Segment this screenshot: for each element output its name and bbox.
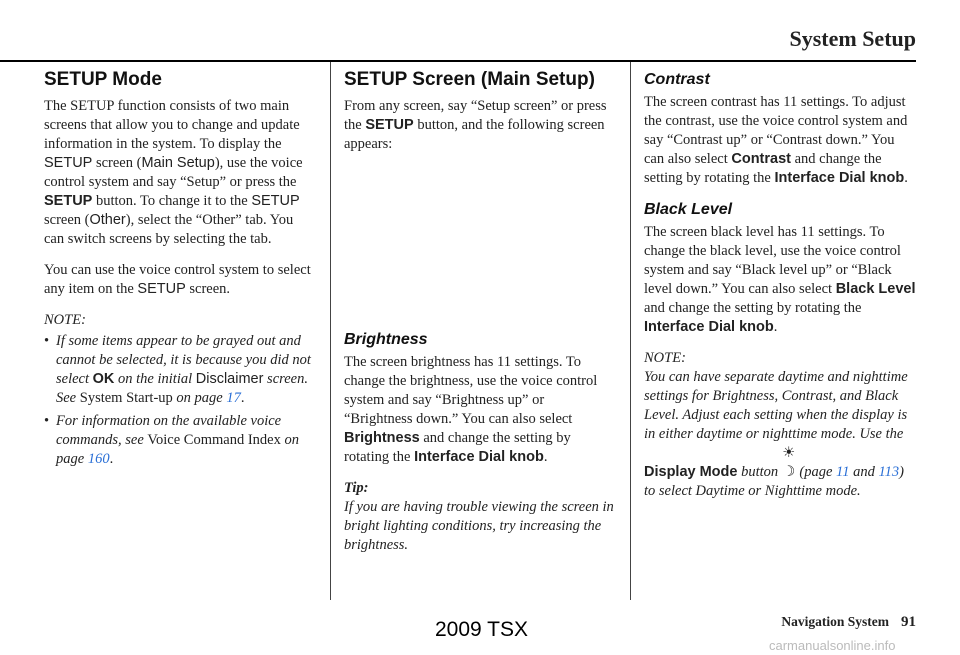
text: The screen black level has 11 settings. To change the black level, use the voice control system and say “Black level up” or “Black level down.” You can also select [644, 224, 901, 297]
note-label: NOTE: [644, 350, 686, 366]
column-contrast [644, 70, 916, 513]
text: . [773, 319, 778, 335]
footer [781, 614, 916, 631]
keyword-setup-button: SETUP [365, 117, 414, 133]
contrast-heading: Contrast [644, 71, 710, 88]
keyword-interface-dial-knob: Interface Dial knob [774, 170, 905, 186]
text: and change the setting by rotating the [644, 300, 862, 316]
keyword-brightness: Brightness [344, 430, 420, 446]
text: on page [56, 432, 299, 467]
text: on page [172, 390, 227, 406]
text: (page [795, 464, 837, 480]
text: and change the setting by rotating the [344, 430, 571, 465]
keyword-contrast: Contrast [731, 151, 791, 167]
text: From any screen, say “Setup screen” or press the [344, 98, 607, 133]
text: button. To change it to the [92, 193, 252, 209]
page-link-17[interactable]: 17 [226, 390, 241, 406]
text: The screen contrast has 11 settings. To adjust the contrast, use the voice control system and say “Contrast up” or “Contrast down.” You can also select [644, 94, 908, 167]
header-rule [0, 60, 916, 62]
text: . [904, 170, 908, 186]
setup-mode-paragraph [44, 97, 314, 249]
black-level-heading: Black Level [644, 201, 733, 218]
keyword-setup: SETUP [251, 193, 300, 209]
keyword-setup: SETUP [44, 155, 93, 171]
text: ) to select Daytime or Nighttime mode. [644, 464, 905, 499]
text: . [240, 390, 245, 406]
text: . [543, 449, 548, 465]
note-item-voice-commands [44, 412, 314, 469]
column-divider-1 [330, 62, 331, 600]
setup-mode-heading: SETUP Mode [44, 69, 162, 90]
keyword-disclaimer: Disclaimer [195, 371, 264, 387]
note-item-grayed-out [44, 332, 314, 408]
reference-voice-command-index: Voice Command Index [147, 432, 281, 448]
tip-label: Tip: [344, 480, 369, 496]
note-label: NOTE: [44, 312, 86, 328]
text: and change the setting by rotating the [644, 151, 882, 186]
tip-text: If you are having trouble viewing the screen in bright lighting conditions, try increasing the brightness. [344, 499, 614, 553]
keyword-main-setup: Main Setup [141, 155, 215, 171]
text: screen. See [56, 371, 308, 406]
text: The screen brightness has 11 settings. To change the brightness, use the voice control system and say “Brightness up” or “Brightness down.” You can also select [344, 354, 598, 427]
text: and [849, 464, 879, 480]
setup-screen-paragraph [344, 97, 616, 154]
page-link-113[interactable]: 113 [878, 464, 900, 480]
page-link-160[interactable]: 160 [87, 451, 110, 467]
text: . [109, 451, 114, 467]
note-list [44, 332, 314, 469]
text: button, and the following screen appears: [344, 117, 605, 152]
keyword-other: Other [89, 212, 126, 228]
keyword-interface-dial-knob: Interface Dial knob [414, 449, 544, 465]
text: ), use the voice control system and say “Setup” or press the [44, 155, 303, 190]
page-link-11[interactable]: 11 [836, 464, 850, 480]
day-night-icon: ☀ ☽ [782, 445, 796, 480]
contrast-paragraph [644, 93, 916, 188]
page-section-title: System Setup [789, 26, 916, 51]
text: ), select the “Other” tab. You can switch screens by selecting the tab. [44, 212, 294, 247]
brightness-paragraph [344, 353, 616, 467]
page-number: 91 [901, 614, 916, 630]
keyword-setup-button: SETUP [44, 193, 93, 209]
display-mode-note [644, 368, 916, 501]
site-watermark: carmanualsonline.info [769, 638, 896, 653]
text: screen ( [44, 212, 90, 228]
text: For information on the available voice commands, see [56, 413, 282, 448]
keyword-ok: OK [92, 371, 115, 387]
column-setup-screen [344, 70, 616, 567]
black-level-paragraph [644, 223, 916, 337]
voice-control-paragraph [44, 261, 314, 299]
reference-system-startup: System Start-up [79, 390, 173, 406]
text: The SETUP function consists of two main screens that allow you to change and update information in the system. To display the [44, 98, 300, 152]
keyword-black-level: Black Level [835, 281, 916, 297]
brightness-heading: Brightness [344, 331, 428, 348]
column-setup-mode [44, 70, 314, 473]
footer-section: Navigation System [781, 614, 889, 629]
text: You can have separate daytime and nighttime settings for Brightness, Contrast, and Black Level. Adjust each setting when the display is in either daytime or nighttime mode. Use the [644, 369, 908, 442]
text: button [737, 464, 782, 480]
setup-screen-heading: SETUP Screen (Main Setup) [344, 69, 595, 90]
text: If some items appear to be grayed out and cannot be selected, it is because you did not select [56, 333, 311, 387]
column-divider-2 [630, 62, 631, 600]
text: screen. [185, 281, 231, 297]
text: You can use the voice control system to select any item on the [44, 262, 311, 297]
model-watermark: 2009 TSX [435, 618, 529, 641]
screen-image-area [344, 166, 616, 330]
keyword-display-mode: Display Mode [644, 464, 738, 480]
text: on the initial [114, 371, 196, 387]
text: screen ( [92, 155, 142, 171]
keyword-interface-dial-knob: Interface Dial knob [644, 319, 774, 335]
keyword-setup: SETUP [137, 281, 186, 297]
